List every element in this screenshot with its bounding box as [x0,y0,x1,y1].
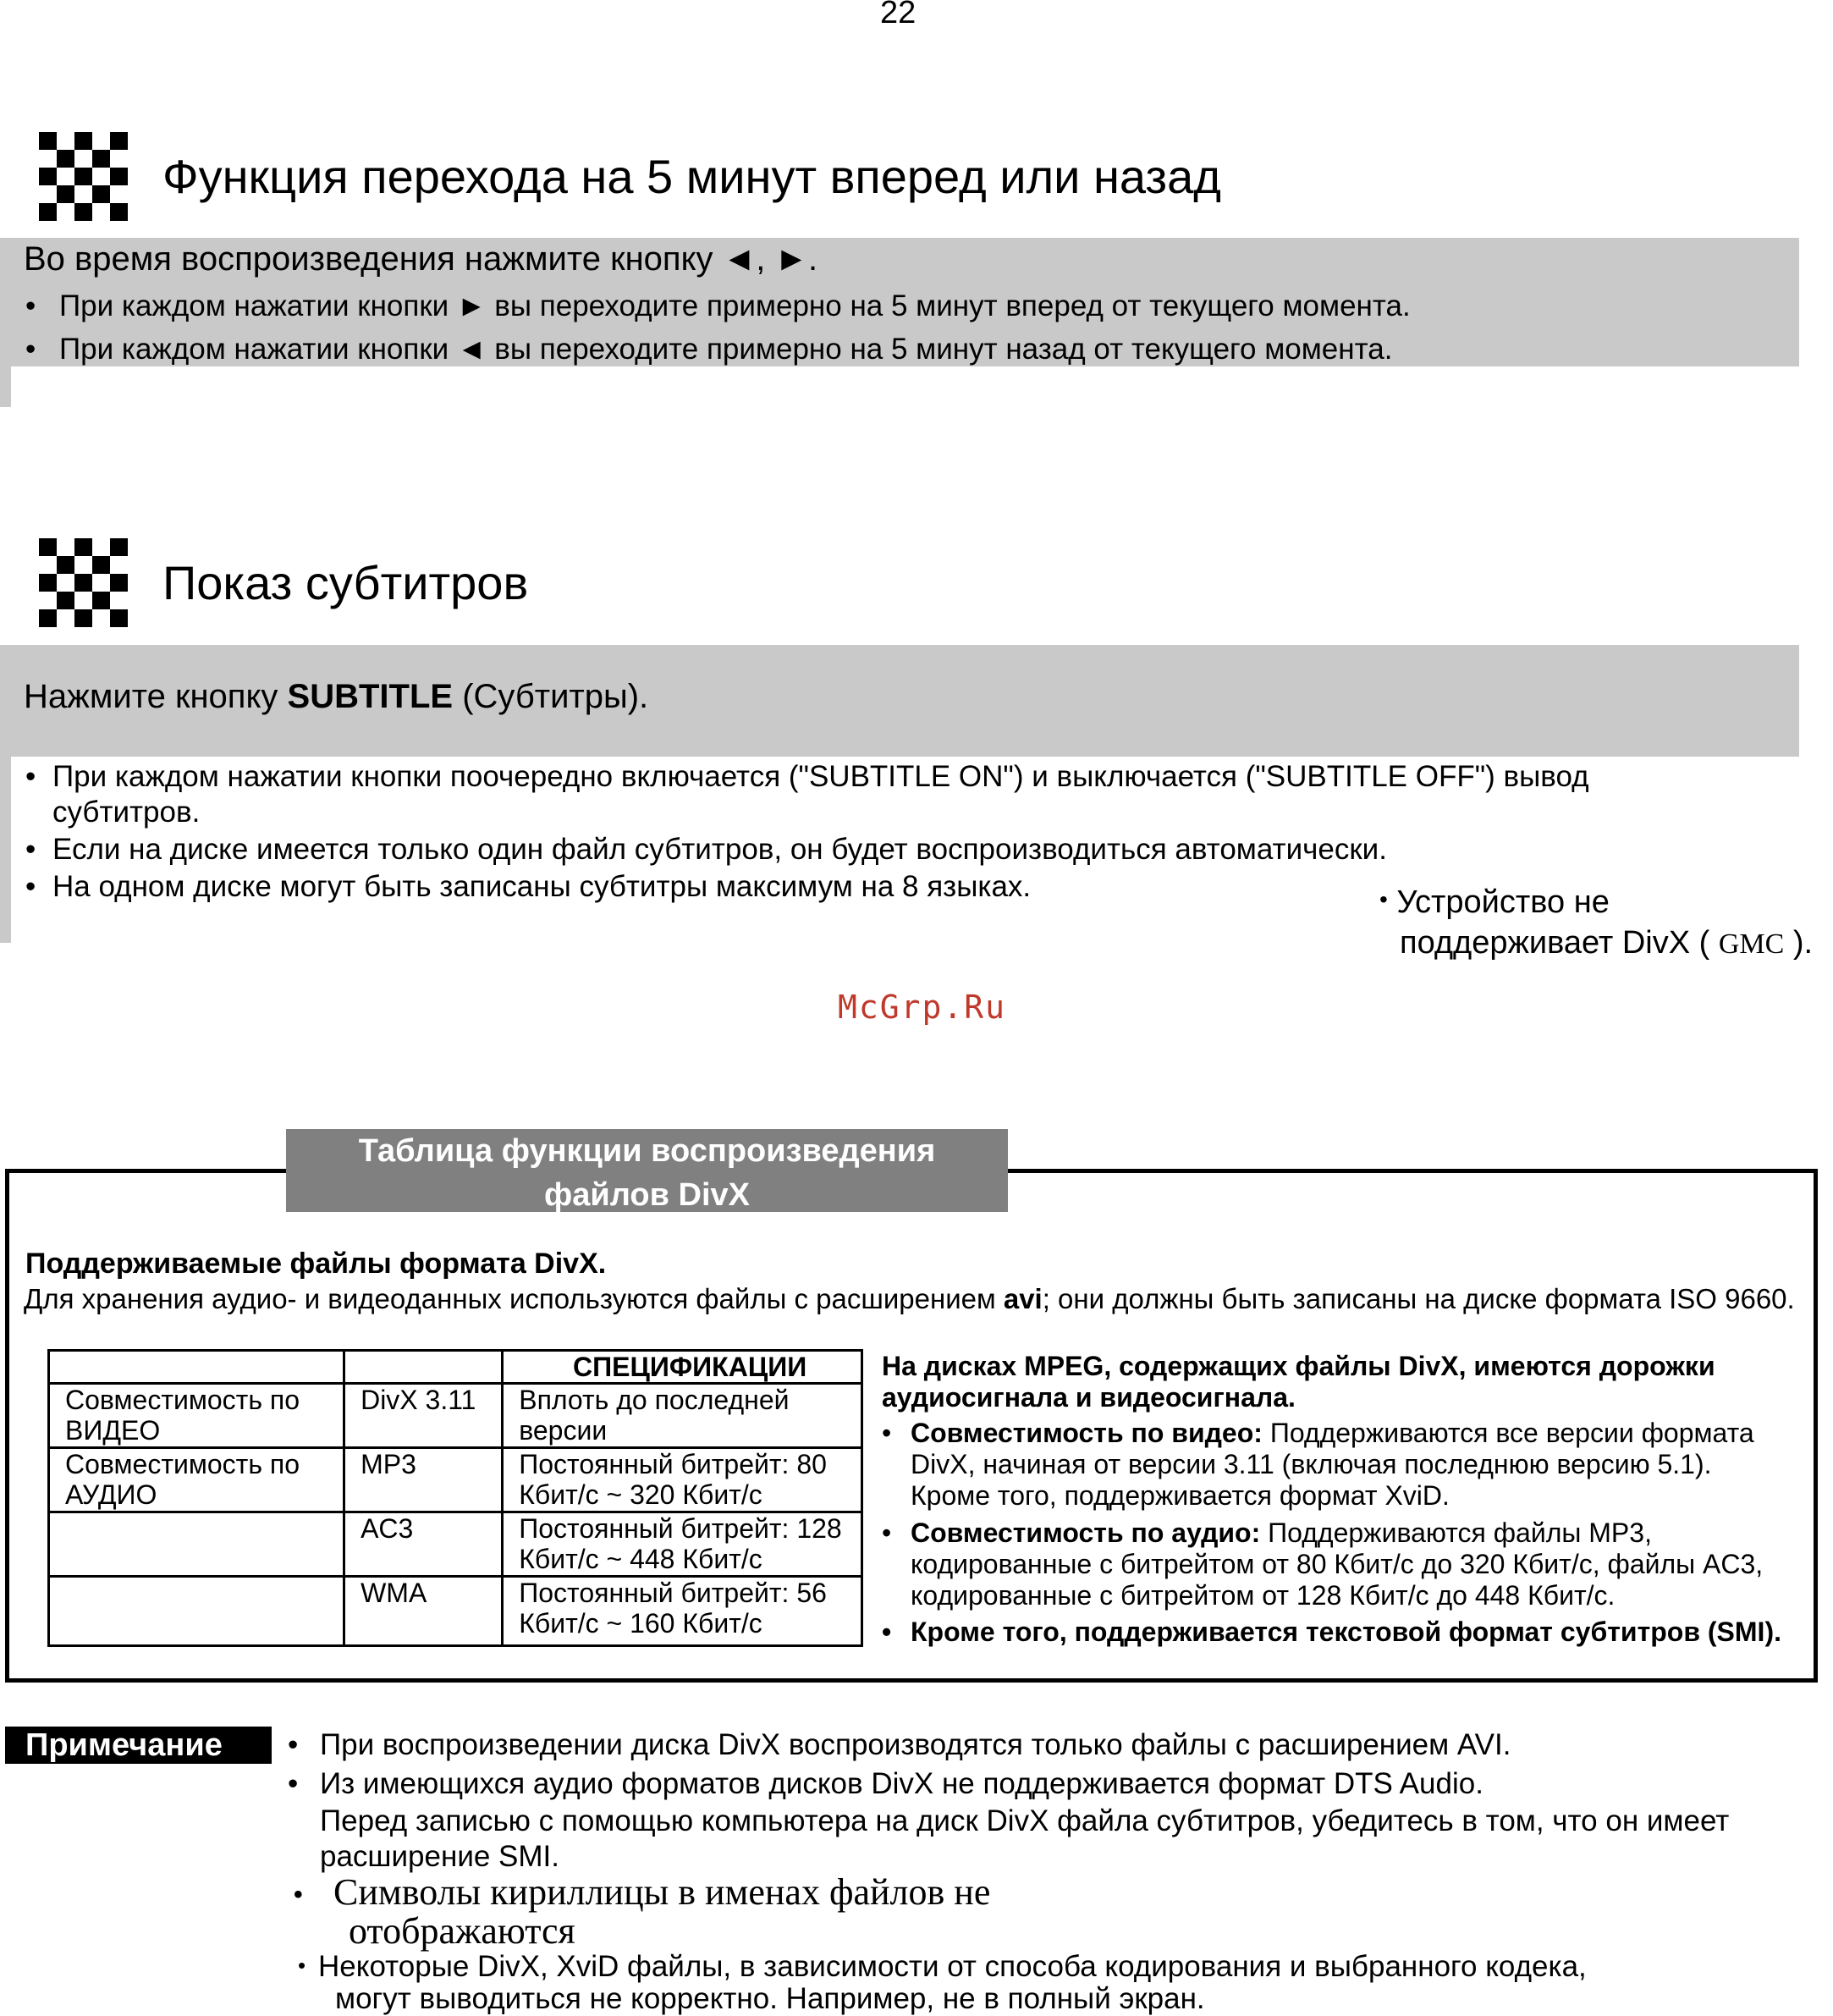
table-cell: WMA [344,1577,503,1646]
side-note: • Устройство не [1379,884,1610,920]
note-item-continued: отображаются [349,1910,575,1952]
note-item-continued: расширение SMI. [320,1840,560,1873]
section-title-skip: Функция перехода на 5 минут вперед или назад [162,150,1221,203]
note-item: • Символы кириллицы в именах файлов не [293,1871,991,1913]
note-item: • Из имеющихся аудио форматов дисков DivX не поддерживается формат DTS Audio. [288,1767,1483,1800]
instruction-skip: Во время воспроизведения нажмите кнопку ◄, ►. [24,240,818,278]
table-cell: Совместимость по ВИДЕО [49,1384,344,1448]
video-compat-continued: Кроме того, поддерживается формат XviD. [911,1480,1450,1511]
table-cell: Постоянный битрейт: 80 Кбит/с ~ 320 Кбит/с [503,1448,862,1512]
checker-bullet-icon [34,127,135,213]
list-item-continued: субтитров. [52,796,201,829]
note-item-continued: Перед записью с помощью компьютера на диск DivX файла субтитров, убедитесь в том, что он имеет [320,1804,1730,1837]
table-header-spec: СПЕЦИФИКАЦИИ [503,1351,862,1384]
watermark: McGrp.Ru [838,989,1007,1026]
list-item: • При каждом нажатии кнопки поочередно включается ("SUBTITLE ON") и выключается ("SUBTITLE OFF") вывод [25,760,1589,793]
table-header-row [49,1351,862,1384]
divx-table-title: Таблица функции воспроизведения файлов DivX [286,1129,1008,1212]
list-item: • При каждом нажатии кнопки ◄ вы переходите примерно на 5 минут назад от текущего момента. [25,333,1393,366]
table-cell: Совместимость по АУДИО [49,1448,344,1512]
video-compat-continued: DivX, начиная от версии 3.11 (включая последнюю версию 5.1). [911,1449,1712,1479]
table-row [49,1448,862,1512]
table-cell [49,1512,344,1577]
table-cell: MP3 [344,1448,503,1512]
panel-edge [0,366,11,407]
audio-compat: • Совместимость по аудио: Поддерживаются файлы MP3, [882,1518,1652,1548]
table-cell [49,1577,344,1646]
table-cell: AC3 [344,1512,503,1577]
table-cell: Постоянный битрейт: 128 Кбит/с ~ 448 Кбит/с [503,1512,862,1577]
list-item: • При каждом нажатии кнопки ► вы переходите примерно на 5 минут вперед от текущего момента. [25,289,1411,322]
note-item: • При воспроизведении диска DivX воспроизводятся только файлы с расширением AVI. [288,1728,1511,1761]
list-item: • Если на диске имеется только один файл субтитров, он будет воспроизводиться автоматически. [25,833,1387,866]
table-row [49,1512,862,1577]
audio-compat-continued: кодированные с битрейтом от 128 Кбит/с до 448 Кбит/с. [911,1580,1616,1611]
section-title-subtitles: Показ субтитров [162,556,529,609]
note-label: Примечание [5,1727,272,1764]
table-cell: Вплоть до последней версии [503,1384,862,1448]
storage-info: Для хранения аудио- и видеоданных используются файлы с расширением avi; они должны быть записаны на диске формата ISO 9660. [24,1283,1795,1314]
checker-bullet-icon [34,533,135,620]
list-item: • На одном диске могут быть записаны субтитры максимум на 8 языках. [25,870,1032,903]
subtitle-format: • Кроме того, поддерживается текстовой формат субтитров (SMI). [882,1617,1781,1647]
table-cell: DivX 3.11 [344,1384,503,1448]
panel-edge [0,757,11,943]
note-item: • Некоторые DivX, XviD файлы, в зависимости от способа кодирования и выбранного кодека, [298,1950,1587,1983]
side-note-continued: поддерживает DivX ( GMC ). [1400,925,1814,961]
table-row [49,1384,862,1448]
video-compat: • Совместимость по видео: Поддерживаются все версии формата [882,1418,1754,1448]
supported-heading: Поддерживаемые файлы формата DivX. [25,1248,607,1280]
mpeg-heading-continued: аудиосигнала и видеосигнала. [882,1382,1296,1413]
table-cell: Постоянный битрейт: 56 Кбит/с ~ 160 Кбит/с [503,1577,862,1646]
instruction-subtitle: Нажмите кнопку SUBTITLE (Субтитры). [24,678,649,715]
page-number: 22 [880,0,916,30]
spec-table [47,1349,863,1647]
note-item-continued: могут выводиться не корректно. Например, не в полный экран. [335,1982,1205,2015]
table-row [49,1577,862,1646]
audio-compat-continued: кодированные с битрейтом от 80 Кбит/с до 320 Кбит/с, файлы AC3, [911,1549,1764,1579]
mpeg-heading: На дисках MPEG, содержащих файлы DivX, имеются дорожки [882,1351,1715,1381]
